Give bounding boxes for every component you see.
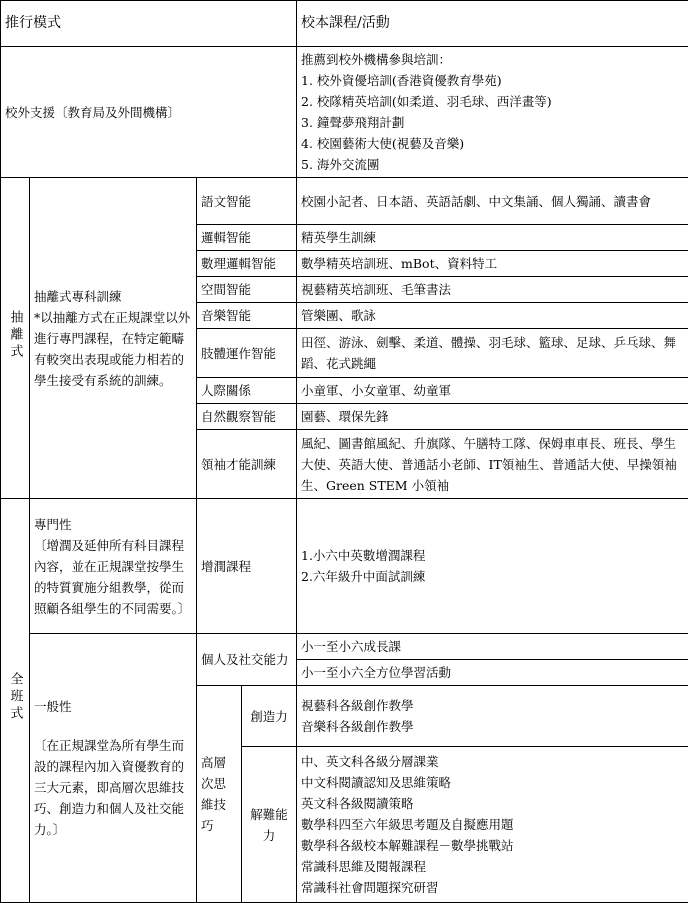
table-row: 精英學生訓練 <box>297 225 688 251</box>
list-item: 音樂科各級創作教學 <box>301 716 684 737</box>
enrichment-area: 增潤課程 <box>197 499 297 634</box>
list-item: 3. 鐘聲夢飛翔計劃 <box>301 112 684 133</box>
external-support-content <box>297 47 688 178</box>
general-body: 〔在正規課堂為所有學生而設的課程內加入資優教育的三大元素，即高層次思維技巧、創造力和個人及社交能力。〕 <box>34 735 192 840</box>
hots-area: 高層次思維技巧 <box>197 686 242 903</box>
list-item: 4. 校園藝術大使(視藝及音樂) <box>301 133 684 154</box>
creativity-area: 創造力 <box>242 686 297 747</box>
header-activities: 校本課程/活動 <box>297 1 688 47</box>
table-row: 空間智能 <box>197 277 297 303</box>
wholeclass-mode-label: 全班式 <box>1 499 30 903</box>
general-description <box>30 634 197 903</box>
external-intro: 推薦到校外機構參與培訓： <box>301 49 684 70</box>
social-area: 個人及社交能力 <box>197 634 297 686</box>
list-item: 視藝科各級創作教學 <box>301 695 684 716</box>
table-row: 人際關係 <box>197 378 297 404</box>
list-item: 小一至小六全方位學習活動 <box>297 660 688 686</box>
list-item: 小一至小六成長課 <box>297 634 688 660</box>
list-item: 常識科思維及閱報課程 <box>301 856 684 877</box>
problem-solving-content <box>297 747 688 903</box>
creativity-content <box>297 686 688 747</box>
table-row: 田徑、游泳、劍擊、柔道、體操、羽毛球、籃球、足球、乒乓球、舞蹈、花式跳繩 <box>297 329 688 378</box>
specialized-body: 〔增潤及延伸所有科目課程內容，並在正規課堂按學生的特質實施分組教學，從而照顧各組學生的不同需要。〕 <box>34 535 192 619</box>
pullout-desc-title: 抽離式專科訓練 <box>34 286 192 307</box>
table-row: 數理邏輯智能 <box>197 251 297 277</box>
table-row: 肢體運作智能 <box>197 329 297 378</box>
list-item: 2. 校隊精英培訓(如柔道、羽毛球、西洋畫等) <box>301 91 684 112</box>
list-item: 常識科社會問題探究研習 <box>301 877 684 898</box>
list-item: 1.小六中英數增潤課程 <box>301 545 684 566</box>
table-row: 小童軍、小女童軍、幼童軍 <box>297 378 688 404</box>
table-row: 園藝、環保先鋒 <box>297 404 688 430</box>
header-mode: 推行模式 <box>1 1 297 47</box>
pullout-description <box>30 178 197 499</box>
table-row: 自然觀察智能 <box>197 404 297 430</box>
table-row: 語文智能 <box>197 178 297 225</box>
enrichment-content <box>297 499 688 634</box>
specialized-description <box>30 499 197 634</box>
list-item: 數學科各級校本解難課程－數學挑戰站 <box>301 835 684 856</box>
list-item: 5. 海外交流團 <box>301 154 684 175</box>
pullout-desc-body: *以抽離方式在正規課堂以外進行專門課程，在特定範疇有較突出表現或能力相若的學生接受有系統的訓練。 <box>34 307 192 391</box>
table-row: 管樂團、歌詠 <box>297 303 688 329</box>
pullout-mode-label: 抽離式 <box>1 178 30 499</box>
problem-solving-area: 解難能力 <box>242 747 297 903</box>
list-item: 英文科各級閱讀策略 <box>301 793 684 814</box>
table-row: 數學精英培訓班、mBot、資料特工 <box>297 251 688 277</box>
table-row: 音樂智能 <box>197 303 297 329</box>
table-row: 風紀、圖書館風紀、升旗隊、午膳特工隊、保姆車車長、班長、學生大使、英語大使、普通話小老師、IT領袖生、普通話大使、早操領袖生、Green STEM 小領袖 <box>297 430 688 499</box>
external-support-label: 校外支援〔教育局及外間機構〕 <box>1 47 297 178</box>
list-item: 1. 校外資優培訓(香港資優教育學苑) <box>301 70 684 91</box>
specialized-title: 專門性 <box>34 514 192 535</box>
general-title: 一般性 <box>34 696 192 717</box>
table-row: 邏輯智能 <box>197 225 297 251</box>
list-item: 數學科四至六年級思考題及自擬應用題 <box>301 814 684 835</box>
table-row: 領袖才能訓練 <box>197 430 297 499</box>
list-item: 中文科閱讀認知及思維策略 <box>301 772 684 793</box>
table-row: 校園小記者、日本語、英語話劇、中文集誦、個人獨誦、讀書會 <box>297 178 688 225</box>
table-row: 視藝精英培訓班、毛筆書法 <box>297 277 688 303</box>
list-item: 2.六年級升中面試訓練 <box>301 566 684 587</box>
list-item: 中、英文科各級分層課業 <box>301 751 684 772</box>
